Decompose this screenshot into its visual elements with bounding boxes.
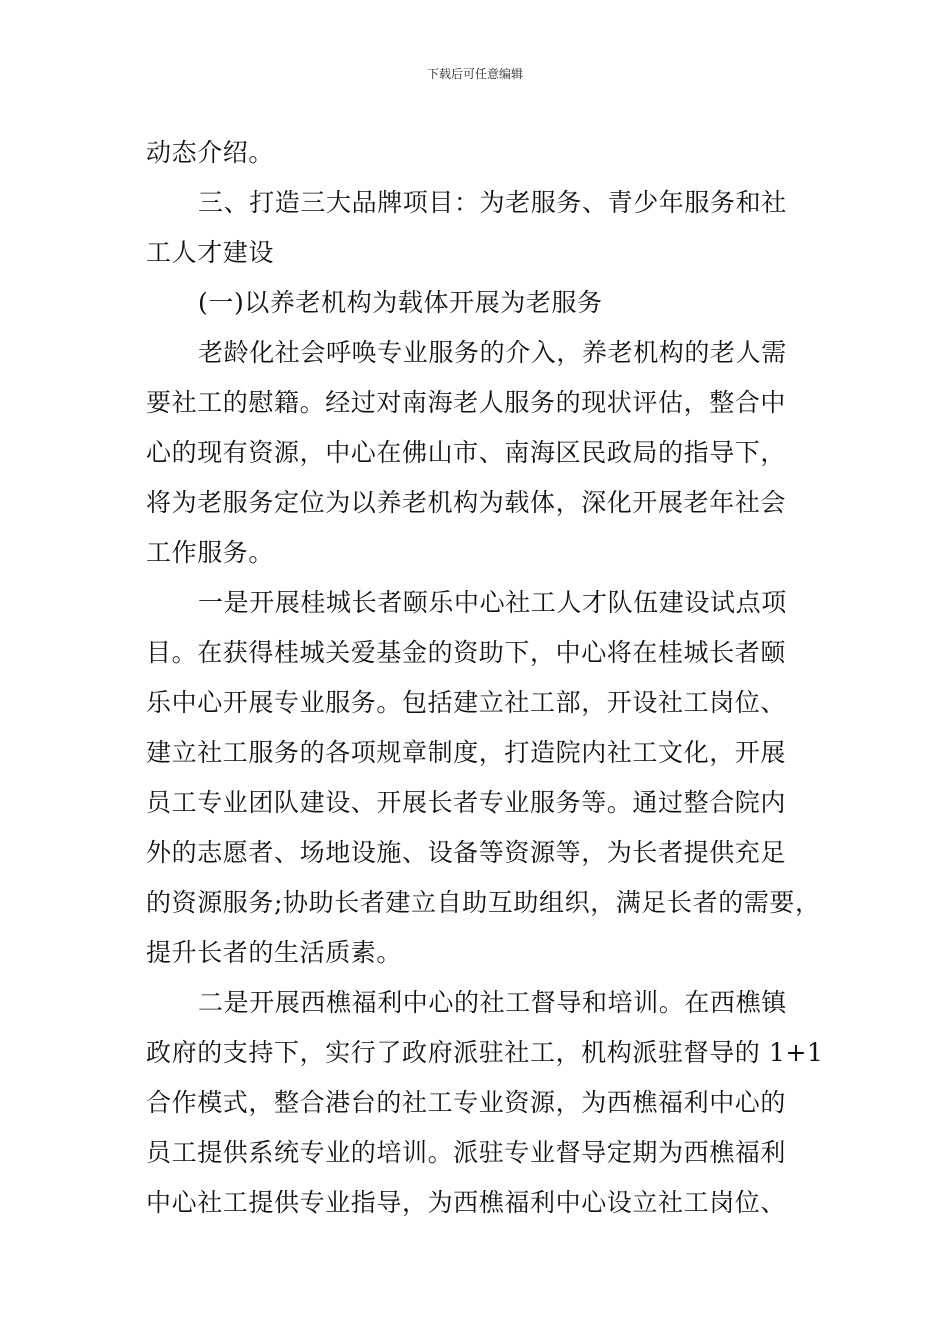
text-line-10: 一是开展桂城长者颐乐中心社工人才队伍建设试点项 [198, 588, 787, 617]
text-line-14: 员工专业团队建设、开展长者专业服务等。通过整合院内 [146, 788, 787, 817]
text-line-16: 的资源服务;协助长者建立自助互助组织，满足长者的需要， [146, 888, 821, 917]
text-line-15: 外的志愿者、场地设施、设备等资源等，为长者提供充足 [146, 838, 787, 867]
text-line-11: 目。在获得桂城关爱基金的资助下，中心将在桂城长者颐 [146, 638, 787, 667]
text-line-3: 工人才建设 [146, 238, 275, 267]
text-line-7: 心的现有资源，中心在佛山市、南海区民政局的指导下， [146, 438, 787, 467]
text-line-21: 员工提供系统专业的培训。派驻专业督导定期为西樵福利 [146, 1138, 787, 1167]
page-header: 下载后可任意编辑 [426, 67, 523, 81]
text-line-18: 二是开展西樵福利中心的社工督导和培训。在西樵镇 [198, 988, 787, 1017]
text-line-8: 将为老服务定位为以养老机构为载体，深化开展老年社会 [146, 488, 787, 517]
text-line-5: 老龄化社会呼唤专业服务的介入，养老机构的老人需 [198, 338, 787, 367]
text-line-13: 建立社工服务的各项规章制度，打造院内社工文化，开展 [146, 738, 787, 767]
text-line-20: 合作模式，整合港台的社工专业资源，为西樵福利中心的 [146, 1088, 787, 1117]
text-line-6: 要社工的慰籍。经过对南海老人服务的现状评估，整合中 [146, 388, 787, 417]
text-line-17: 提升长者的生活质素。 [146, 938, 403, 967]
text-line-9: 工作服务。 [146, 538, 275, 567]
text-line-22: 中心社工提供专业指导，为西樵福利中心设立社工岗位、 [146, 1188, 787, 1217]
text-line-12: 乐中心开展专业服务。包括建立社工部，开设社工岗位、 [146, 688, 787, 717]
text-line-19: 政府的支持下，实行了政府派驻社工，机构派驻督导的 1+1 [146, 1038, 824, 1067]
text-line-2: 三、打造三大品牌项目：为老服务、青少年服务和社 [198, 188, 787, 217]
text-line-1: 动态介绍。 [146, 138, 275, 167]
document-body [146, 128, 826, 1228]
section-heading: (一)以养老机构为载体开展为老服务 [198, 288, 603, 317]
